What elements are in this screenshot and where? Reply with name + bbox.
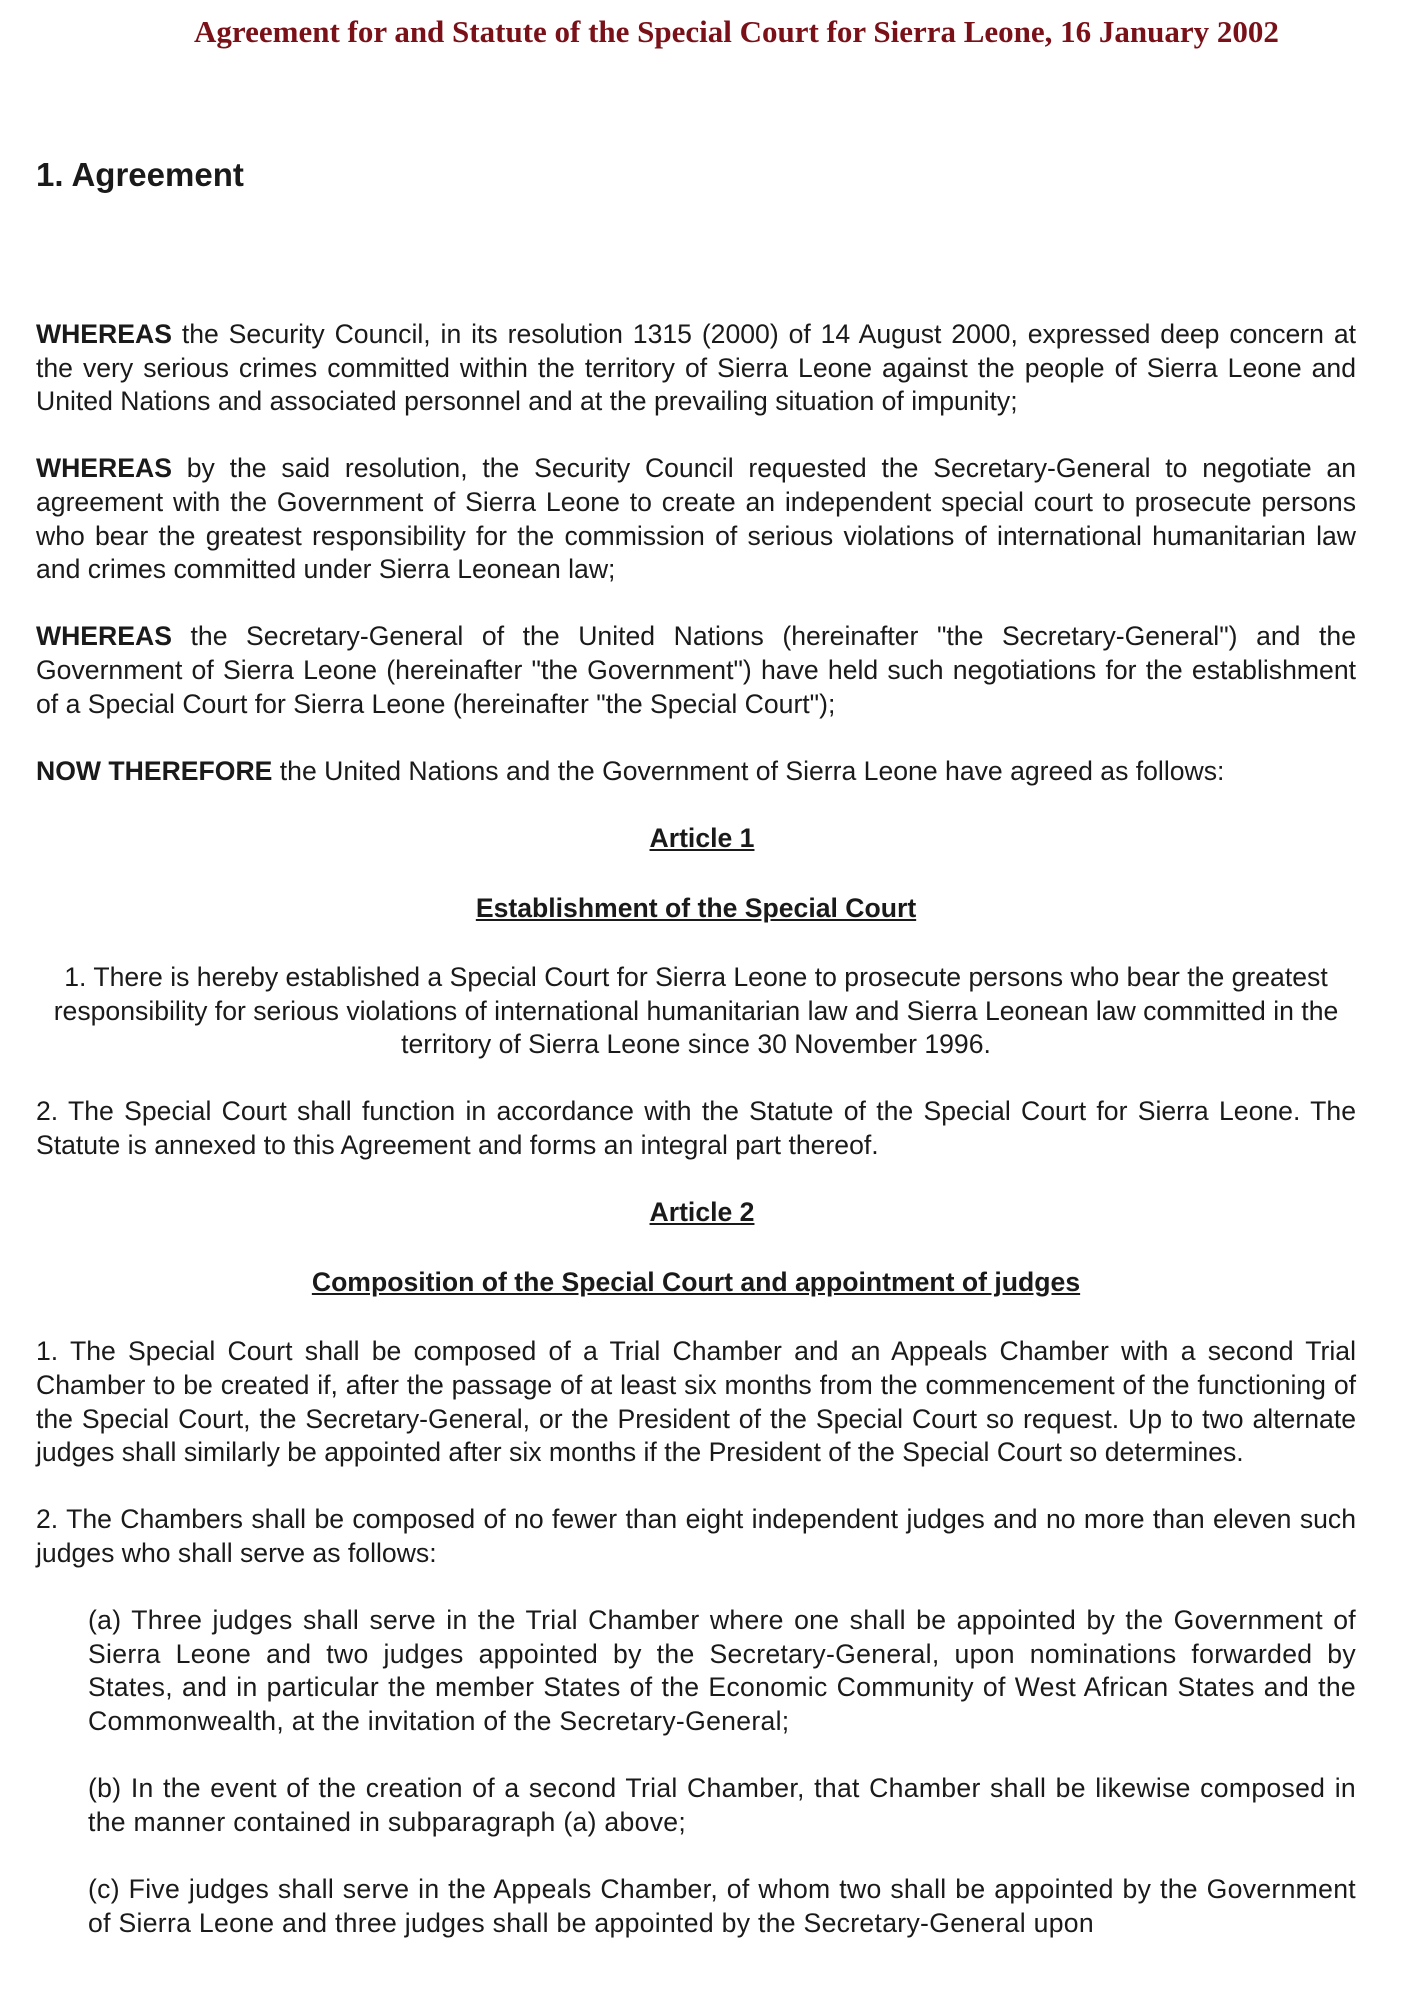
article-2-subparagraph-b: (b) In the event of the creation of a second Trial Chamber, that Chamber shall be likewise composed in the manner contained in subparagraph (a) above; bbox=[88, 1773, 1356, 1837]
preamble-text: the Secretary-General of the United Nations (hereinafter "the Secretary-General") and the Government of Sierra Leone (hereinafter "the Government") have held such negotiations for the establishment of a Special Court for Sierra Leone (hereinafter "the Special Court"); bbox=[36, 621, 1356, 719]
article-1-heading: Article 1 bbox=[649, 822, 755, 853]
document-title: Agreement for and Statute of the Special Court for Sierra Leone, 16 January 2002 bbox=[194, 14, 1279, 49]
article-2-subparagraph-a: (a) Three judges shall serve in the Trial Chamber where one shall be appointed by the Government of Sierra Leone and two judges appointed by the Secretary-General, upon nominations forwarded by States, and in particular the member States of the Economic Community of West African States and the Commonwealth, at the invitation of the Secretary-General; bbox=[88, 1605, 1356, 1736]
article-2-paragraph-1: 1. The Special Court shall be composed of a Trial Chamber and an Appeals Chamber with a second Trial Chamber to be created if, after the passage of at least six months from the commencement of the functioning of the Special Court, the Secretary-General, or the President of the Special Court so request. Up to two alternate judges shall similarly be appointed after six months if the President of the Special Court so determines. bbox=[36, 1336, 1356, 1468]
document-body bbox=[36, 318, 1356, 1974]
article-1-paragraph-2: 2. The Special Court shall function in accordance with the Statute of the Special Court for Sierra Leone. The Statute is annexed to this Agreement and forms an integral part thereof. bbox=[36, 1096, 1356, 1161]
article-2-paragraph-2: 2. The Chambers shall be composed of no fewer than eight independent judges and no more than eleven such judges who shall serve as follows: bbox=[36, 1504, 1356, 1568]
preamble-lead: WHEREAS bbox=[36, 453, 172, 484]
preamble-lead: NOW THEREFORE bbox=[36, 755, 273, 786]
preamble-paragraph-1 bbox=[36, 318, 1356, 419]
preamble-paragraph-4 bbox=[36, 755, 1356, 789]
article-2-subheading: Composition of the Special Court and appointment of judges bbox=[311, 1266, 1081, 1297]
preamble-lead: WHEREAS bbox=[36, 319, 172, 349]
preamble-text: the United Nations and the Government of Sierra Leone have agreed as follows: bbox=[272, 755, 1225, 786]
preamble-lead: WHEREAS bbox=[36, 621, 172, 652]
article-1-paragraph-1: 1. There is hereby established a Special Court for Sierra Leone to prosecute persons who bear the greatest responsibility for serious violations of international humanitarian law and Sierra Leonean law committed in the territory of Sierra Leone since 30 November 1996. bbox=[53, 962, 1339, 1060]
section-heading: 1. Agreement bbox=[36, 156, 244, 193]
preamble-text: by the said resolution, the Security Council requested the Secretary-General to negotiate an agreement with the Government of Sierra Leone to create an independent special court to prosecute persons who bear the greatest responsibility for the commission of serious violations of international humanitarian law and crimes committed under Sierra Leonean law; bbox=[36, 453, 1356, 585]
preamble-text: the Security Council, in its resolution 1315 (2000) of 14 August 2000, expressed deep concern at the very serious crimes committed within the territory of Sierra Leone against the people of Sierra Leone and United Nations and associated personnel and at the prevailing situation of impunity; bbox=[36, 319, 1356, 417]
article-2-heading: Article 2 bbox=[649, 1197, 755, 1228]
preamble-paragraph-2 bbox=[36, 452, 1356, 586]
preamble-paragraph-3 bbox=[36, 620, 1356, 721]
article-2-subparagraph-c: (c) Five judges shall serve in the Appeals Chamber, of whom two shall be appointed by the Government of Sierra Leone and three judges shall be appointed by the Secretary-General upon bbox=[88, 1873, 1356, 1938]
article-1-subheading: Establishment of the Special Court bbox=[475, 892, 917, 923]
